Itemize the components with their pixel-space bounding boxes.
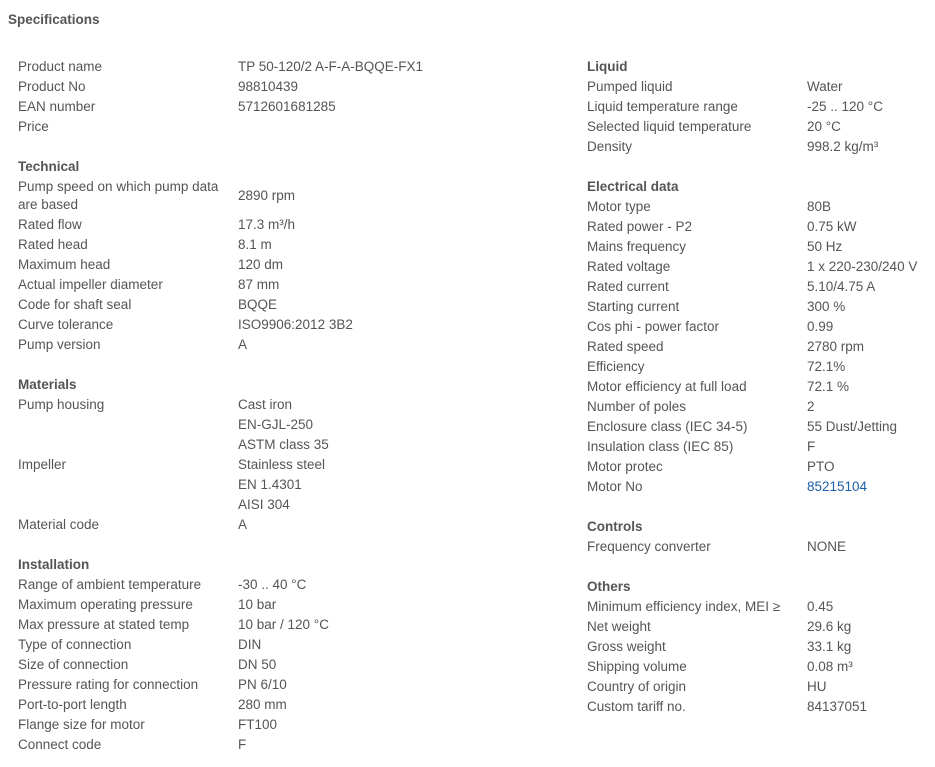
spec-label: EAN number xyxy=(18,99,96,114)
spec-row xyxy=(18,215,573,235)
spec-label: Pump housing xyxy=(18,397,105,412)
spec-label: Net weight xyxy=(587,619,651,634)
spec-label: Pump version xyxy=(18,337,101,352)
spec-row xyxy=(587,97,932,117)
spec-value: 8.1 m xyxy=(238,237,272,252)
spec-value: 72.1 % xyxy=(807,379,850,394)
spec-value: 29.6 kg xyxy=(807,619,852,634)
spec-label: Cos phi - power factor xyxy=(587,319,720,334)
spec-label: Port-to-port length xyxy=(18,697,127,712)
spec-label: Rated power - P2 xyxy=(587,219,693,234)
spec-label: Insulation class (IEC 85) xyxy=(587,439,734,454)
spec-row xyxy=(18,235,573,255)
spec-row xyxy=(18,595,573,615)
spec-value: 17.3 m³/h xyxy=(238,217,296,232)
spec-value: 72.1% xyxy=(807,359,846,374)
spec-value: 10 bar / 120 °C xyxy=(238,617,329,632)
spec-row xyxy=(587,537,932,557)
motor-no-link[interactable]: 85215104 xyxy=(807,479,868,494)
right-column xyxy=(587,57,932,717)
section-title-controls: Controls xyxy=(587,519,643,534)
spec-row xyxy=(587,437,932,457)
spec-value: 2 xyxy=(807,399,815,414)
spec-row xyxy=(587,237,932,257)
spec-label: Motor type xyxy=(587,199,651,214)
spec-row xyxy=(587,617,932,637)
spec-value: Water xyxy=(807,79,843,94)
spec-value: 0.45 xyxy=(807,599,834,614)
spec-value: EN 1.4301 xyxy=(238,477,302,492)
spec-row xyxy=(587,257,932,277)
spec-label: Density xyxy=(587,139,633,154)
spec-row xyxy=(18,715,573,735)
spec-label: Rated flow xyxy=(18,217,82,232)
spec-label: Type of connection xyxy=(18,637,132,652)
spec-label: Rated voltage xyxy=(587,259,671,274)
spec-label: Number of poles xyxy=(587,399,687,414)
spec-label: Range of ambient temperature xyxy=(18,577,202,592)
spec-label: Pump speed on which pump data are based xyxy=(18,179,219,212)
section-title-liquid: Liquid xyxy=(587,59,628,74)
spec-row xyxy=(18,335,573,355)
spec-label: Impeller xyxy=(18,457,67,472)
spec-label: Motor protec xyxy=(587,459,663,474)
spec-value: 80B xyxy=(807,199,832,214)
spec-value: 0.08 m³ xyxy=(807,659,853,674)
spec-value: 55 Dust/Jetting xyxy=(807,419,898,434)
spec-row xyxy=(18,455,573,515)
spec-label: Pressure rating for connection xyxy=(18,677,199,692)
spec-label: Mains frequency xyxy=(587,239,687,254)
spec-label: Size of connection xyxy=(18,657,129,672)
spec-value-list xyxy=(238,395,573,455)
spec-value: A xyxy=(238,337,248,352)
spec-value: NONE xyxy=(807,539,847,554)
spec-row xyxy=(18,615,573,635)
spec-value: F xyxy=(238,737,247,752)
spec-label: Rated current xyxy=(587,279,669,294)
spec-row xyxy=(587,137,932,157)
spec-value: BQQE xyxy=(238,297,278,312)
spec-value: F xyxy=(807,439,816,454)
spec-row xyxy=(587,117,932,137)
spec-row xyxy=(587,77,932,97)
spec-label: Product name xyxy=(18,59,103,74)
spec-value: PN 6/10 xyxy=(238,677,287,692)
spec-row xyxy=(18,177,573,215)
spec-row xyxy=(18,315,573,335)
spec-row xyxy=(18,57,573,77)
spec-value: TP 50-120/2 A-F-A-BQQE-FX1 xyxy=(238,59,424,74)
spec-value: Cast iron xyxy=(238,397,293,412)
spec-value: AISI 304 xyxy=(238,497,290,512)
spec-row xyxy=(18,655,573,675)
spec-value: 280 mm xyxy=(238,697,287,712)
spec-label: Frequency converter xyxy=(587,539,711,554)
spec-row xyxy=(18,395,573,455)
spec-row xyxy=(18,255,573,275)
spec-row xyxy=(18,515,573,535)
spec-row xyxy=(18,575,573,595)
spec-label: Country of origin xyxy=(587,679,687,694)
spec-label: Gross weight xyxy=(587,639,666,654)
spec-row xyxy=(587,197,932,217)
spec-row xyxy=(18,117,573,137)
spec-value: FT100 xyxy=(238,717,278,732)
section-title-others: Others xyxy=(587,579,631,594)
page-title: Specifications xyxy=(8,12,100,27)
spec-row xyxy=(587,597,932,617)
spec-value: 300 % xyxy=(807,299,846,314)
spec-value: 2890 rpm xyxy=(238,188,296,203)
spec-row xyxy=(587,657,932,677)
spec-value: 5.10/4.75 A xyxy=(807,279,876,294)
spec-label: Liquid temperature range xyxy=(587,99,738,114)
section-title-technical: Technical xyxy=(18,159,80,174)
spec-value: ASTM class 35 xyxy=(238,437,329,452)
left-column xyxy=(18,57,573,755)
spec-label: Rated speed xyxy=(587,339,664,354)
spec-row xyxy=(18,295,573,315)
spec-value: 0.75 kW xyxy=(807,219,857,234)
spec-row xyxy=(18,77,573,97)
spec-row xyxy=(18,275,573,295)
spec-row xyxy=(587,697,932,717)
spec-value: EN-GJL-250 xyxy=(238,417,314,432)
spec-label: Motor efficiency at full load xyxy=(587,379,747,394)
section-title-materials: Materials xyxy=(18,377,77,392)
spec-row xyxy=(587,477,932,497)
spec-value: -30 .. 40 °C xyxy=(238,577,307,592)
spec-row xyxy=(587,377,932,397)
spec-value: ISO9906:2012 3B2 xyxy=(238,317,353,332)
spec-value: DIN xyxy=(238,637,262,652)
spec-row xyxy=(587,277,932,297)
spec-label: Material code xyxy=(18,517,100,532)
spec-value: Stainless steel xyxy=(238,457,326,472)
spec-value: 84137051 xyxy=(807,699,868,714)
spec-value: 50 Hz xyxy=(807,239,843,254)
spec-value: 2780 rpm xyxy=(807,339,865,354)
spec-value: 1 x 220-230/240 V xyxy=(807,259,918,274)
spec-label: Starting current xyxy=(587,299,680,314)
spec-value: 5712601681285 xyxy=(238,99,336,114)
spec-label: Rated head xyxy=(18,237,88,252)
spec-value: HU xyxy=(807,679,827,694)
spec-value: 98810439 xyxy=(238,79,299,94)
spec-row xyxy=(18,97,573,117)
spec-label: Connect code xyxy=(18,737,102,752)
spec-value: 0.99 xyxy=(807,319,834,334)
spec-label: Product No xyxy=(18,79,86,94)
spec-value: DN 50 xyxy=(238,657,277,672)
spec-label: Efficiency xyxy=(587,359,645,374)
spec-row xyxy=(18,635,573,655)
spec-label: Maximum head xyxy=(18,257,111,272)
spec-row xyxy=(587,317,932,337)
spec-value: A xyxy=(238,517,248,532)
spec-value: 120 dm xyxy=(238,257,284,272)
spec-label: Code for shaft seal xyxy=(18,297,132,312)
spec-label: Pumped liquid xyxy=(587,79,673,94)
spec-row xyxy=(587,457,932,477)
spec-row xyxy=(587,677,932,697)
spec-row xyxy=(18,695,573,715)
spec-label: Motor No xyxy=(587,479,643,494)
spec-row xyxy=(587,637,932,657)
spec-label: Maximum operating pressure xyxy=(18,597,193,612)
spec-value: 998.2 kg/m³ xyxy=(807,139,879,154)
spec-value: 10 bar xyxy=(238,597,277,612)
spec-row xyxy=(587,297,932,317)
spec-label: Price xyxy=(18,119,49,134)
spec-label: Actual impeller diameter xyxy=(18,277,163,292)
spec-row xyxy=(18,675,573,695)
spec-row xyxy=(587,337,932,357)
spec-row xyxy=(587,417,932,437)
spec-value: 33.1 kg xyxy=(807,639,852,654)
spec-label: Shipping volume xyxy=(587,659,687,674)
spec-label: Custom tariff no. xyxy=(587,699,686,714)
spec-value: 20 °C xyxy=(807,119,841,134)
spec-value: 87 mm xyxy=(238,277,280,292)
spec-row xyxy=(587,357,932,377)
spec-label: Enclosure class (IEC 34-5) xyxy=(587,419,748,434)
spec-value: -25 .. 120 °C xyxy=(807,99,883,114)
spec-label: Curve tolerance xyxy=(18,317,114,332)
spec-row xyxy=(18,735,573,755)
section-title-electrical: Electrical data xyxy=(587,179,679,194)
spec-value: PTO xyxy=(807,459,835,474)
spec-label: Selected liquid temperature xyxy=(587,119,752,134)
spec-row xyxy=(587,217,932,237)
spec-label: Minimum efficiency index, MEI ≥ xyxy=(587,599,781,614)
spec-row xyxy=(587,397,932,417)
section-title-installation: Installation xyxy=(18,557,90,572)
spec-label: Max pressure at stated temp xyxy=(18,617,190,632)
spec-value-list xyxy=(238,455,573,515)
spec-label: Flange size for motor xyxy=(18,717,145,732)
